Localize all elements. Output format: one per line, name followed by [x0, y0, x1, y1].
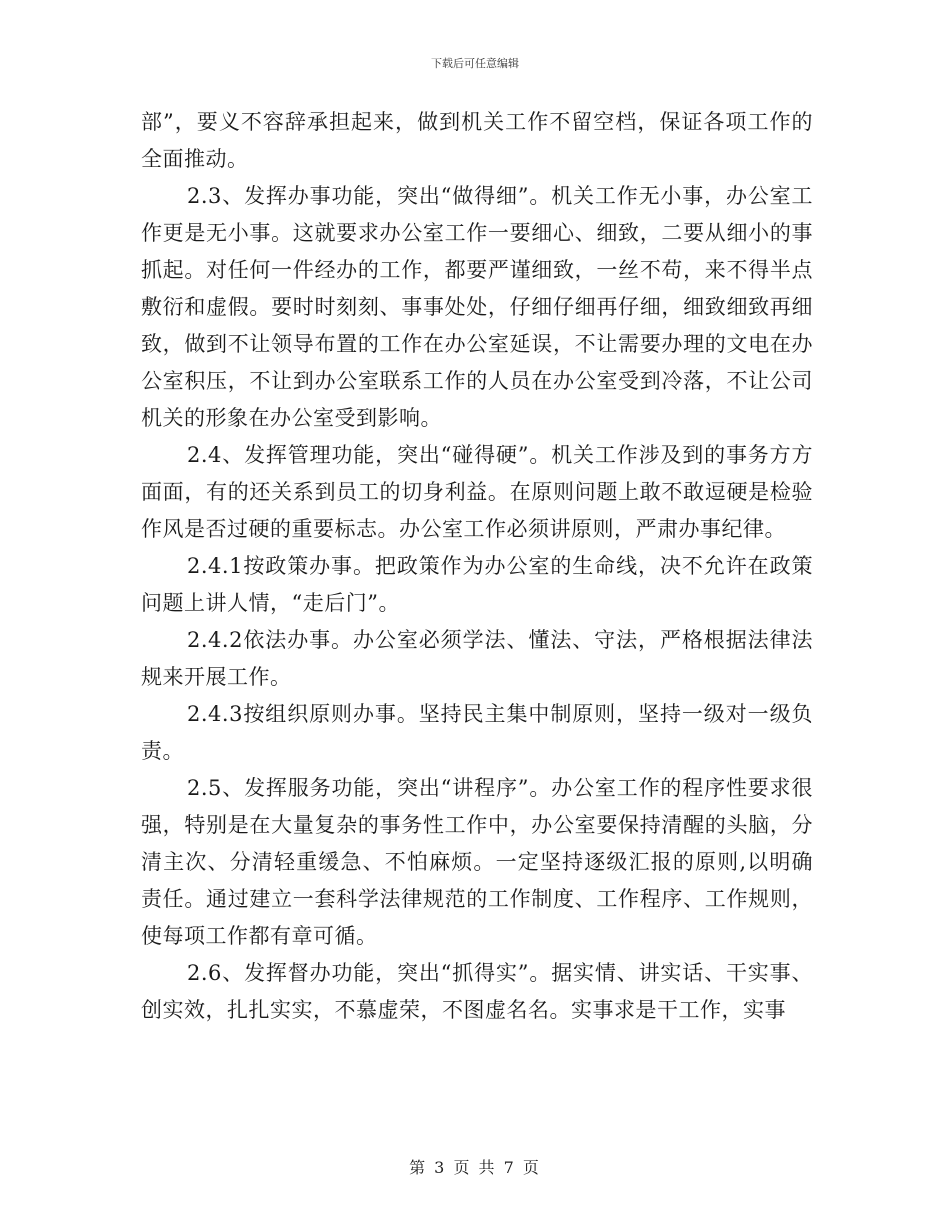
paragraph-2-4-2: 2.4.2依法办事。办公室必须学法、懂法、守法，严格根据法律法规来开展工作。: [141, 628, 813, 689]
paragraph-2-3: 2.3、发挥办事功能，突出“做得细”。机关工作无小事，办公室工作更是无小事。这就要求办公室工作一要细心、细致，二要从细小的事抓起。对任何一件经办的工作，都要严谨细致，一丝不苟，来不得半点敷衍和虚假。要时时刻刻、事事处处，仔细仔细再仔细，细致细致再细致，做到不让领导布置的工作在办公室延误，不让需要办理的文电在办公室积压，不让到办公室联系工作的人员在办公室受到冷落，不让公司机关的形象在办公室受到影响。: [141, 184, 813, 430]
page-number-footer: 第 3 页 共 7 页: [409, 1158, 541, 1177]
paragraph-2-5: 2.5、发挥服务功能，突出“讲程序”。办公室工作的程序性要求很强，特别是在大量复杂的事务性工作中，办公室要保持清醒的头脑，分清主次、分清轻重缓急、不怕麻烦。一定坚持逐级汇报的原则,以明确责任。通过建立一套科学法律规范的工作制度、工作程序、工作规则，使每项工作都有章可循。: [141, 776, 813, 948]
paragraph-continuation: 部”，要义不容辞承担起来，做到机关工作不留空档，保证各项工作的全面推动。: [141, 110, 813, 171]
document-body: [141, 104, 813, 1029]
paragraph-2-6: 2.6、发挥督办功能，突出“抓得实”。据实情、讲实话、干实事、创实效，扎扎实实，不慕虚荣，不图虚名名。实事求是干工作，实事: [141, 961, 813, 1022]
paragraph-2-4: 2.4、发挥管理功能，突出“碰得硬”。机关工作涉及到的事务方方面面，有的还关系到员工的切身利益。在原则问题上敢不敢逗硬是检验作风是否过硬的重要标志。办公室工作必须讲原则，严肃办事纪律。: [141, 443, 813, 541]
header-note: 下载后可任意编辑: [431, 57, 519, 70]
paragraph-2-4-1: 2.4.1按政策办事。把政策作为办公室的生命线，决不允许在政策问题上讲人情，“走后门”。: [141, 554, 813, 615]
paragraph-2-4-3: 2.4.3按组织原则办事。坚持民主集中制原则，坚持一级对一级负责。: [141, 702, 813, 763]
